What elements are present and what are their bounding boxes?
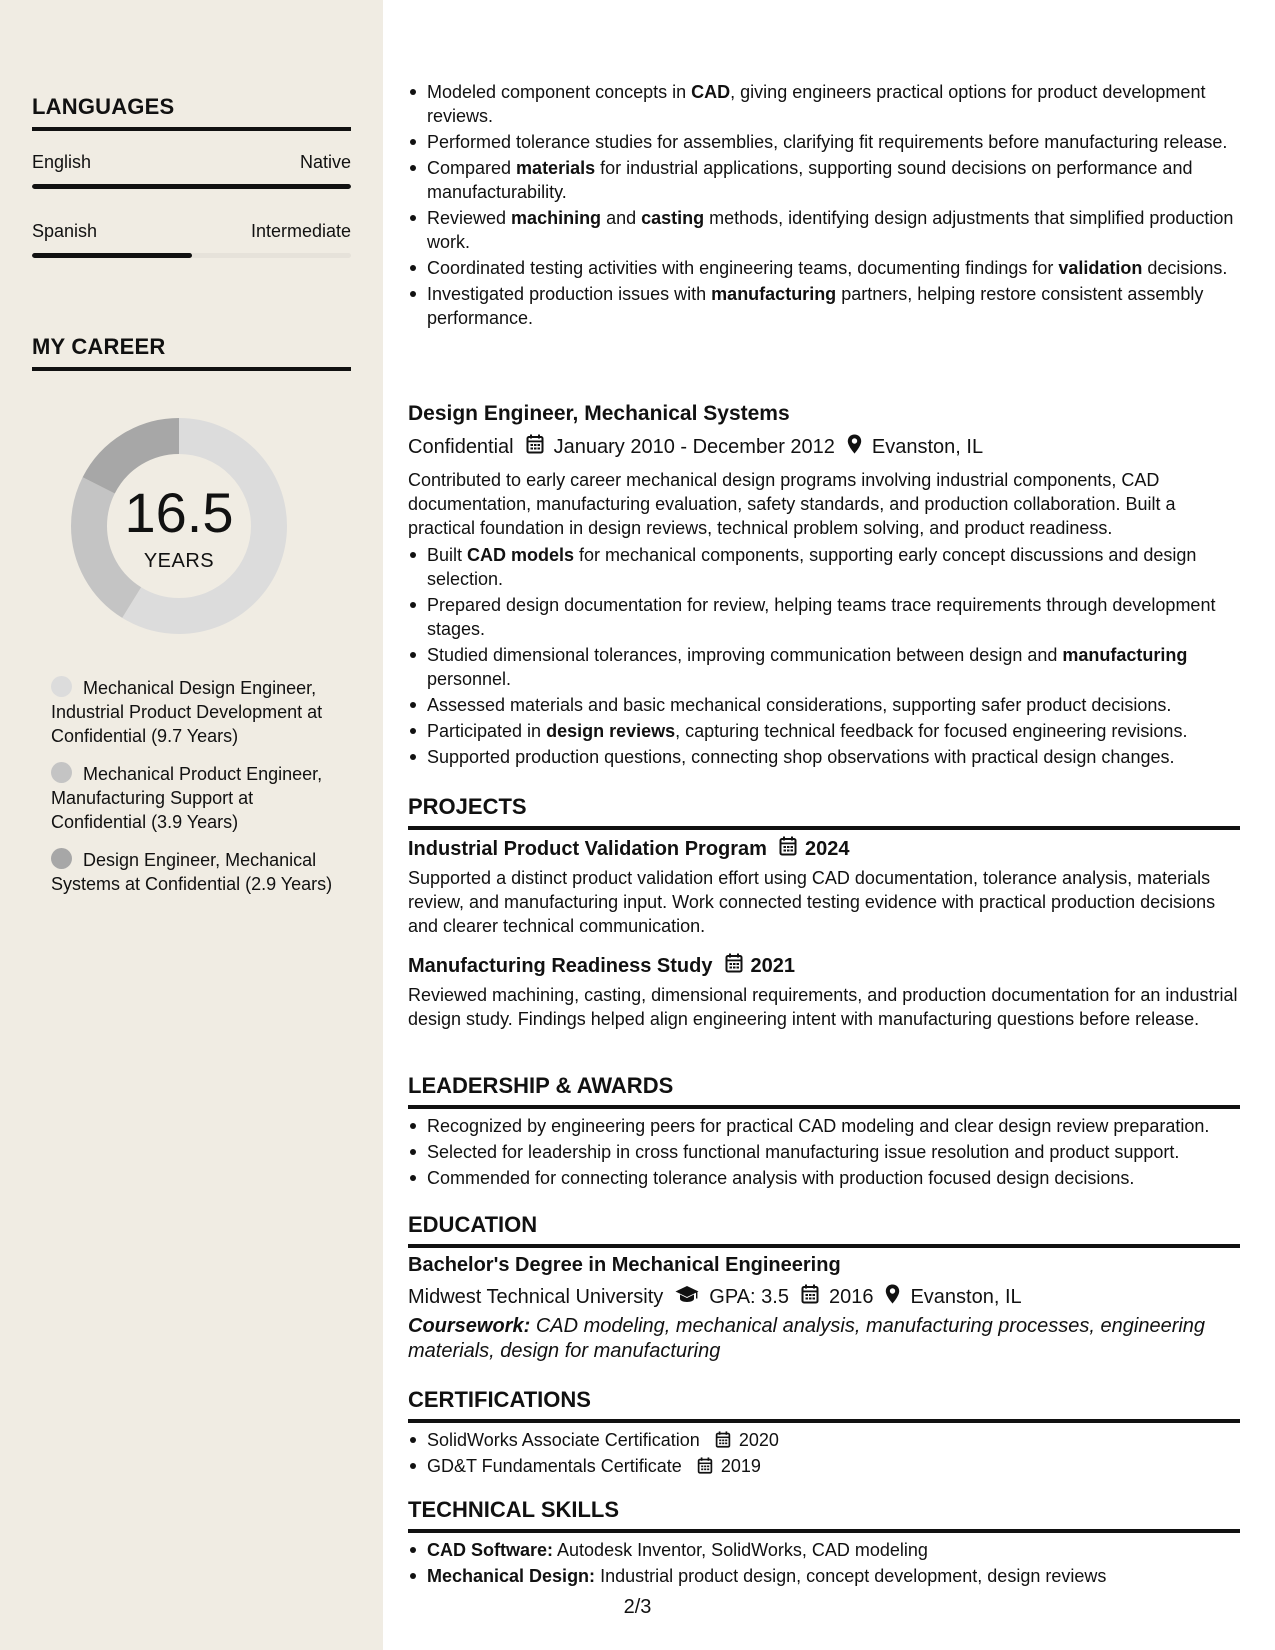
school-name: Midwest Technical University xyxy=(408,1285,664,1308)
calendar-icon xyxy=(697,1456,718,1476)
calendar-icon xyxy=(725,953,743,979)
skills-list xyxy=(408,1538,1240,1590)
list-item: Investigated production issues with manufacturing partners, helping restore consistent assembly performance. xyxy=(408,282,1240,330)
certification-year: 2019 xyxy=(720,1456,761,1476)
skill-label: CAD Software: xyxy=(427,1540,554,1560)
leadership-heading: LEADERSHIP & AWARDS xyxy=(408,1073,1240,1109)
language-row-english xyxy=(32,152,351,173)
certification-item: SolidWorks Associate Certification 2020 xyxy=(408,1428,1240,1452)
calendar-icon xyxy=(715,1430,736,1450)
coursework-label: Coursework: xyxy=(408,1315,531,1337)
language-bar-spanish xyxy=(32,253,351,258)
project-year: 2024 xyxy=(804,837,850,860)
language-bar-fill xyxy=(32,184,351,189)
career-legend-item: Mechanical Product Engineer, Manufacturing Support at Confidential (3.9 Years) xyxy=(51,764,323,832)
skill-label: Mechanical Design: xyxy=(427,1566,596,1586)
legend-dot xyxy=(51,848,72,869)
project-description: Reviewed machining, casting, dimensional requirements, and production documentation for an industrial design study. Findings helped align engineering intent with manufacturing questions before release. xyxy=(408,985,1238,1029)
leadership-list xyxy=(408,1114,1240,1192)
calendar-icon xyxy=(779,836,797,862)
job-dates: January 2010 - December 2012 xyxy=(553,435,835,458)
project-year: 2021 xyxy=(750,954,795,977)
projects-heading: PROJECTS xyxy=(408,794,1240,830)
list-item: Compared materials for industrial applications, supporting sound decisions on performance and manufacturability. xyxy=(408,156,1240,204)
degree-title: Bachelor's Degree in Mechanical Engineering xyxy=(408,1254,841,1276)
project-description: Supported a distinct product validation effort using CAD documentation, tolerance analysis, materials review, and manufacturing input. Work connected testing evidence with practical production decisions and clearer technical communication. xyxy=(408,868,1216,936)
certification-item: GD&T Fundamentals Certificate 2019 xyxy=(408,1454,1240,1478)
list-item: Recognized by engineering peers for practical CAD modeling and clear design review preparation. xyxy=(408,1114,1240,1138)
list-item: Commended for connecting tolerance analysis with production focused design decisions. xyxy=(408,1166,1240,1190)
coursework-text: CAD modeling, mechanical analysis, manufacturing processes, engineering materials, design for manufacturing xyxy=(408,1315,1206,1362)
list-item: Participated in design reviews, capturing technical feedback for focused engineering revisions. xyxy=(408,719,1240,743)
list-item: Assessed materials and basic mechanical considerations, supporting safer product decisions. xyxy=(408,693,1240,717)
language-name: English xyxy=(32,152,92,172)
career-heading: MY CAREER xyxy=(32,334,351,371)
project-title: Industrial Product Validation Program 2024 xyxy=(408,836,1240,862)
language-bar-english xyxy=(32,184,351,189)
language-row-spanish xyxy=(32,221,351,242)
list-item: Selected for leadership in cross functional manufacturing issue resolution and product support. xyxy=(408,1140,1240,1164)
career-total-years: 16.5 xyxy=(124,481,234,544)
list-item: Coordinated testing activities with engineering teams, documenting findings for validation decisions. xyxy=(408,256,1240,280)
education-meta xyxy=(408,1284,1240,1310)
language-level: Native xyxy=(299,152,351,172)
list-item: Studied dimensional tolerances, improving communication between design and manufacturing personnel. xyxy=(408,643,1240,691)
certifications-heading: CERTIFICATIONS xyxy=(408,1387,1240,1423)
skill-item xyxy=(408,1564,1240,1588)
coursework xyxy=(408,1314,1240,1364)
job-title: Design Engineer, Mechanical Systems xyxy=(408,402,790,425)
education-heading: EDUCATION xyxy=(408,1212,1240,1248)
list-item: Modeled component concepts in CAD, giving engineers practical options for product development reviews. xyxy=(408,80,1240,128)
gpa: GPA: 3.5 xyxy=(709,1285,789,1308)
job-bullets xyxy=(408,543,1240,771)
list-item: Supported production questions, connecting shop observations with practical design changes. xyxy=(408,745,1240,769)
language-level: Intermediate xyxy=(250,221,351,241)
legend-dot xyxy=(51,676,72,697)
calendar-icon xyxy=(801,1284,819,1310)
skill-value: Industrial product design, concept development, design reviews xyxy=(600,1566,1107,1586)
skill-item xyxy=(408,1538,1240,1562)
language-name: Spanish xyxy=(32,221,98,241)
career-legend-item: Mechanical Design Engineer, Industrial Product Development at Confidential (9.7 Years) xyxy=(51,678,323,746)
map-pin-icon xyxy=(847,434,862,460)
map-pin-icon xyxy=(885,1284,900,1310)
skill-value: Autodesk Inventor, SolidWorks, CAD modeling xyxy=(557,1540,928,1560)
graduation-cap-icon xyxy=(675,1285,699,1309)
career-legend-item: Design Engineer, Mechanical Systems at Confidential (2.9 Years) xyxy=(51,850,333,894)
certifications-list xyxy=(408,1428,1240,1480)
legend-dot xyxy=(51,762,72,783)
school-location: Evanston, IL xyxy=(910,1285,1022,1308)
languages-heading: LANGUAGES xyxy=(32,94,351,131)
calendar-icon xyxy=(526,434,544,460)
skills-heading: TECHNICAL SKILLS xyxy=(408,1497,1240,1533)
project-title: Manufacturing Readiness Study 2021 xyxy=(408,953,1240,979)
job-meta xyxy=(408,434,1240,460)
certification-year: 2020 xyxy=(738,1430,779,1450)
list-item: Reviewed machining and casting methods, identifying design adjustments that simplified production work. xyxy=(408,206,1240,254)
list-item: Prepared design documentation for review, helping teams trace requirements through development stages. xyxy=(408,593,1240,641)
job-summary: Contributed to early career mechanical design programs involving industrial components, CAD documentation, manufacturing evaluation, safety standards, and production collaboration. Built a practical foundation in design reviews, technical problem solving, and product readiness. xyxy=(408,470,1176,538)
career-years-label: YEARS xyxy=(143,550,215,572)
main-content xyxy=(408,0,1240,1650)
sidebar xyxy=(0,0,383,1650)
previous-job-bullets xyxy=(408,80,1240,332)
list-item: Built CAD models for mechanical components, supporting early concept discussions and design selection. xyxy=(408,543,1240,591)
page-number: 2/3 xyxy=(623,1596,652,1618)
list-item: Performed tolerance studies for assemblies, clarifying fit requirements before manufacturing release. xyxy=(408,130,1240,154)
graduation-year: 2016 xyxy=(828,1285,874,1308)
language-bar-fill xyxy=(32,253,192,258)
job-location: Evanston, IL xyxy=(871,435,984,458)
job-company: Confidential xyxy=(408,435,514,458)
